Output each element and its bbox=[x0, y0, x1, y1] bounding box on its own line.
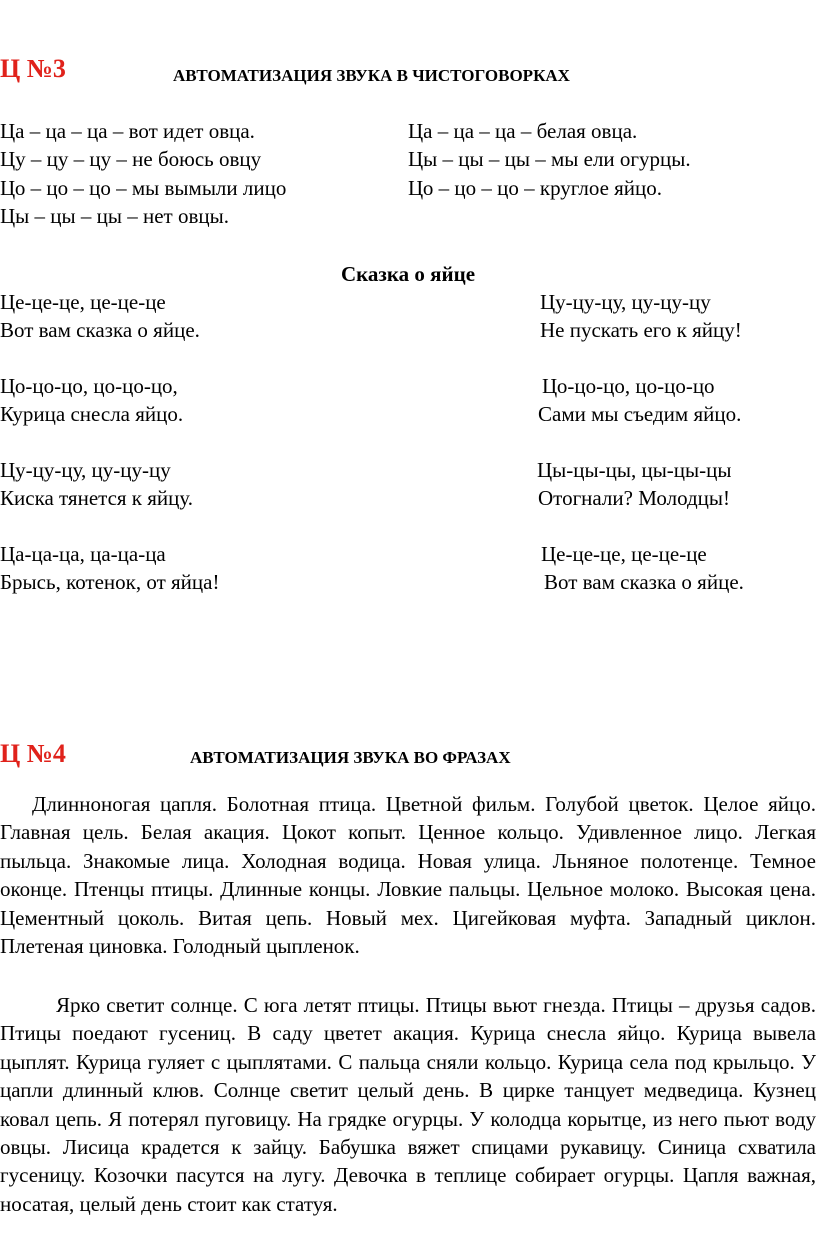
stanza2-right-1: Цо-цо-цо, цо-цо-цо bbox=[542, 374, 715, 398]
stanza4-left-2: Брысь, котенок, от яйца! bbox=[0, 570, 220, 594]
chant-right-2: Цы – цы – цы – мы ели огурцы. bbox=[408, 147, 691, 171]
stanza4-left-1: Ца-ца-ца, ца-ца-ца bbox=[0, 542, 166, 566]
phrases-paragraph-2: Ярко светит солнце. С юга летят птицы. Птицы вьют гнезда. Птицы – друзья садов. Птицы поедают гусениц. В саду цветет акация. Курица снесла яйцо. Курица вывела цыплят. Курица гуляет с цыплятами. С пальца сняли кольцо. Курица села под крыльцо. У цапли длинный клюв. Солнце светит целый день. В цирке танцует медведица. Кузнец ковал цепь. Я потерял пуговицу. На грядке огурцы. У колодца корытце, из него пьют воду овцы. Лисица крадется к зайцу. Бабушка вяжет спицами рукавицу. Синица схватила гусеницу. Козочки пасутся на лугу. Девочка в теплице собирает огурцы. Цапля важная, носатая, целый день стоит как статуя. bbox=[0, 993, 816, 1216]
section4-header bbox=[0, 739, 816, 775]
stanza1-left-1: Це-це-це, це-це-це bbox=[0, 290, 166, 314]
section3-title: АВТОМАТИЗАЦИЯ ЗВУКА В ЧИСТОГОВОРКАХ bbox=[173, 66, 570, 85]
stanza1-left-2: Вот вам сказка о яйце. bbox=[0, 318, 200, 342]
stanza2-right-2: Сами мы съедим яйцо. bbox=[538, 402, 742, 426]
chant-left-2: Цу – цу – цу – не боюсь овцу bbox=[0, 147, 262, 171]
chant-left-1: Ца – ца – ца – вот идет овца. bbox=[0, 119, 255, 143]
section3-code: Ц №3 bbox=[0, 54, 66, 83]
chant-left-4: Цы – цы – цы – нет овцы. bbox=[0, 204, 229, 228]
stanza1-right-1: Цу-цу-цу, цу-цу-цу bbox=[540, 290, 711, 314]
stanza4-right-1: Це-це-це, це-це-це bbox=[541, 542, 707, 566]
chant-right-1: Ца – ца – ца – белая овца. bbox=[408, 119, 638, 143]
stanza2-left-1: Цо-цо-цо, цо-цо-цо, bbox=[0, 374, 178, 398]
stanza3-left-1: Цу-цу-цу, цу-цу-цу bbox=[0, 458, 171, 482]
chant-left-3: Цо – цо – цо – мы вымыли лицо bbox=[0, 176, 287, 200]
chant-right-3: Цо – цо – цо – круглое яйцо. bbox=[408, 176, 663, 200]
phrases-paragraph-1: Длинноногая цапля. Болотная птица. Цветной фильм. Голубой цветок. Целое яйцо. Главная цель. Белая акация. Цокот копыт. Ценное кольцо. Удивленное лицо. Легкая пыльца. Знакомые лица. Холодная водица. Новая улица. Льняное полотенце. Темное оконце. Птенцы птицы. Длинные концы. Ловкие пальцы. Цельное молоко. Высокая цена. Цементный цоколь. Витая цепь. Новый мех. Цигейковая муфта. Западный циклон. Плетеная циновка. Голодный цыпленок. bbox=[0, 792, 816, 959]
stanza3-right-1: Цы-цы-цы, цы-цы-цы bbox=[537, 458, 732, 482]
stanza4-right-2: Вот вам сказка о яйце. bbox=[544, 570, 744, 594]
stanza1-right-2: Не пускать его к яйцу! bbox=[540, 318, 742, 342]
stanza2-left-2: Курица снесла яйцо. bbox=[0, 402, 184, 426]
stanza3-left-2: Киска тянется к яйцу. bbox=[0, 486, 194, 510]
section4-title: АВТОМАТИЗАЦИЯ ЗВУКА ВО ФРАЗАХ bbox=[190, 748, 511, 767]
story-title: Сказка о яйце bbox=[340, 262, 476, 286]
section3-header bbox=[0, 54, 816, 90]
section4-code: Ц №4 bbox=[0, 739, 66, 768]
stanza3-right-2: Отогнали? Молодцы! bbox=[538, 486, 730, 510]
